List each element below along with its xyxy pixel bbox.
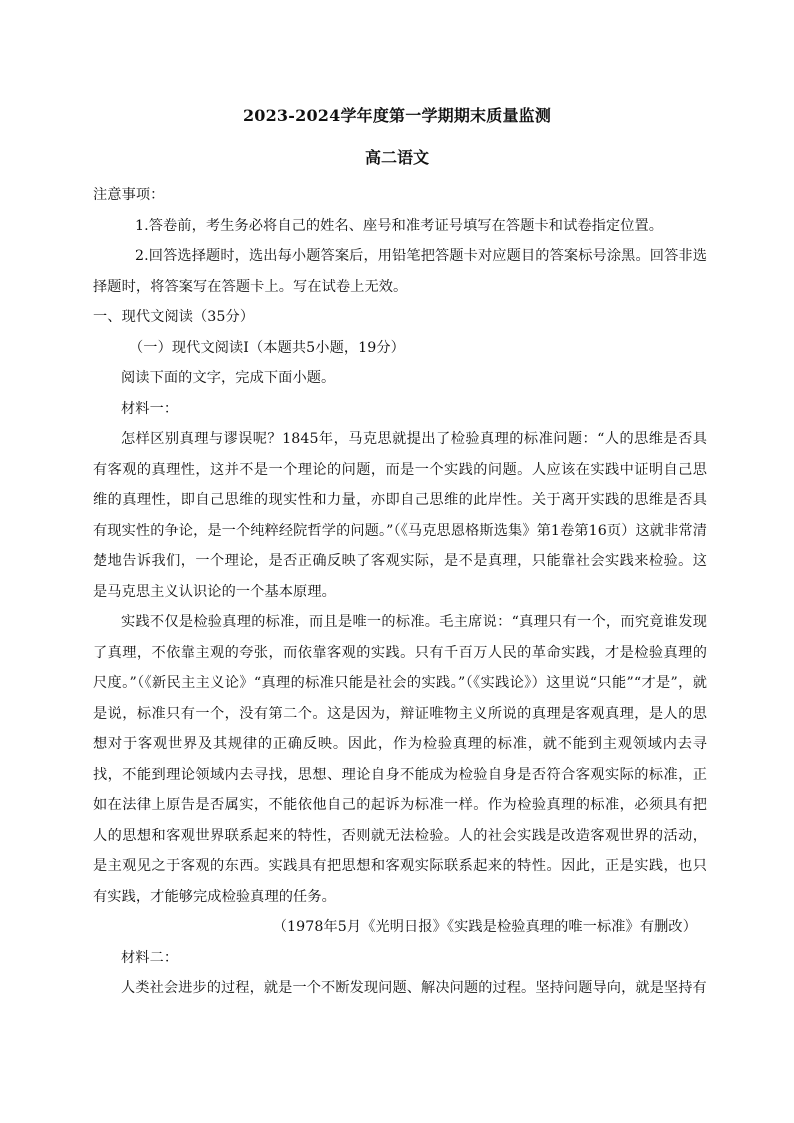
notice-item: 1.答卷前，考生务必将自己的姓名、座号和准考证号填写在答题卡和试卷指定位置。: [135, 217, 664, 234]
exam-body: [93, 180, 707, 1004]
subsection-title: （一）现代文阅读Ⅰ（本题共5小题，19分）: [129, 339, 405, 356]
material-paragraph: 人类社会进步的过程，就是一个不断发现问题、解决问题的过程。坚持问题导向，就是坚持有: [121, 980, 707, 996]
material-source: （1978年5月《光明日报》《实践是检验真理的唯一标准》有删改）: [272, 919, 697, 935]
material-label: 材料一：: [121, 400, 179, 417]
material-paragraph: 怎样区别真理与谬误呢？1845年，马克思就提出了检验真理的标准问题：“人的思维是否具有客观的真理性，这并不是一个理论的问题，而是一个实践的问题。人应该在实践中证明自己思维的真理性，即自己思维的现实性和力量，亦即自己思维的此岸性。关于离开实践的思维是否具有现实性的争论，是一个纯粹经院哲学的问题。”（《马克思恩格斯选集》第1卷第16页）这就非常清楚地告诉我们，一个理论，是否正确反映了客观实际，是不是真理，只能靠社会实践来检验。这是马克思主义认识论的一个基本原理。: [93, 431, 707, 600]
material-paragraph: 实践不仅是检验真理的标准，而且是唯一的标准。毛主席说：“真理只有一个，而究竟谁发现了真理，不依靠主观的夸张，而依靠客观的实践。只有千百万人民的革命实践，才是检验真理的尺度。”（《新民主主义论》“真理的标准只能是社会的实践。”（《实践论》）这里说“只能”“才是”，就是说，标准只有一个，没有第二个。这是因为，辩证唯物主义所说的真理是客观真理，是人的思想对于客观世界及其规律的正确反映。因此，作为检验真理的标准，就不能到主观领域内去寻找，不能到理论领域内去寻找，思想、理论自身不能成为检验自身是否符合客观实际的标准，正如在法律上原告是否属实，不能依他自己的起诉为标准一样。作为检验真理的标准，必须具有把人的思想和客观世界联系起来的特性，否则就无法检验。人的社会实践是改造客观世界的活动，是主观见之于客观的东西。实践具有把思想和客观实际联系起来的特性。因此，正是实践，也只有实践，才能够完成检验真理的任务。: [93, 614, 707, 905]
notice-heading: 注意事项：: [93, 187, 165, 203]
section-title: 一、现代文阅读（35分）: [93, 309, 255, 325]
exam-subject: 高二语文: [364, 148, 429, 167]
reading-instruction: 阅读下面的文字，完成下面小题。: [121, 370, 336, 386]
material-label: 材料二：: [121, 949, 179, 966]
exam-title: 2023-2024学年度第一学期期末质量监测: [242, 106, 552, 125]
notice-item: 2.回答选择题时，选出每小题答案后，用铅笔把答题卡对应题目的答案标号涂黑。回答非选择题时，将答案写在答题卡上。写在试卷上无效。: [93, 248, 707, 295]
